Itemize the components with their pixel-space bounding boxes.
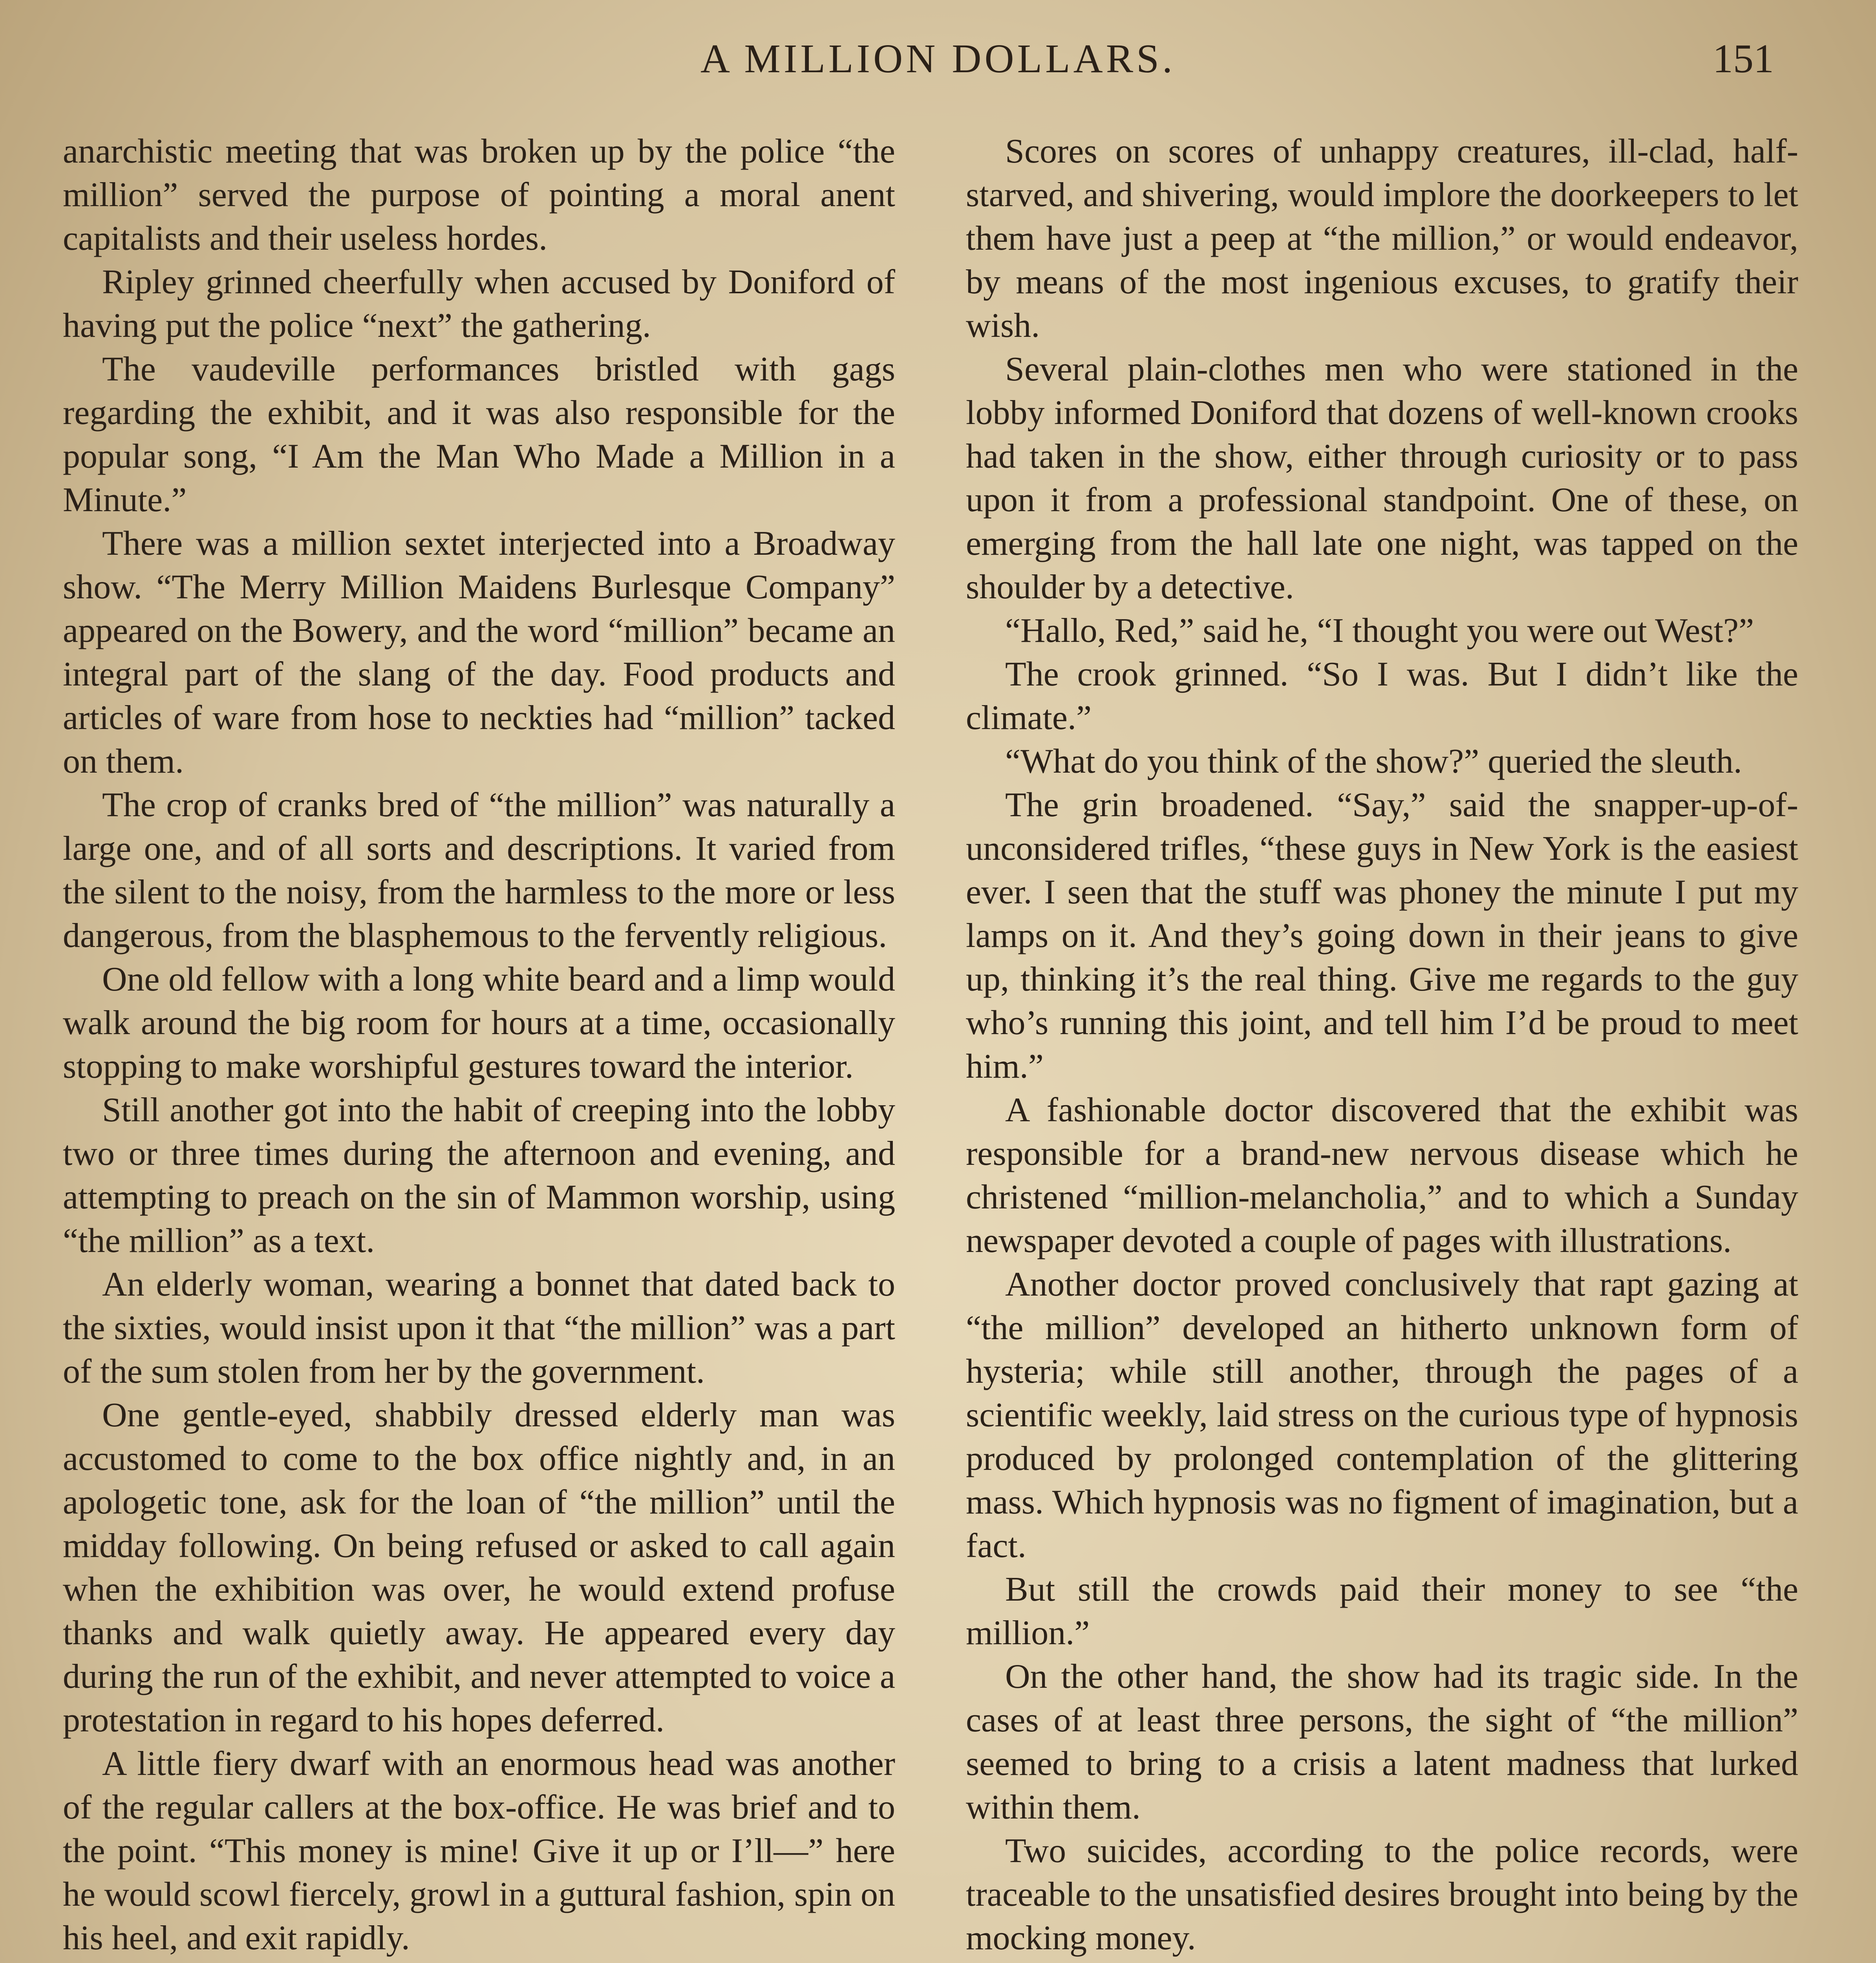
paragraph: One gentle-eyed, shabbily dressed elderly man was accustomed to come to the box office nightly and, in an apologetic tone, ask for the loan of “the million” until the midday following. On being refused or asked to call again when the exhibition was over, he would extend profuse thanks and walk quietly away. He appeared every day during the run of the exhibit, and never attempted to voice a protestation in regard to his hopes deferred. <box>63 1396 895 1739</box>
right-column <box>966 130 1798 1963</box>
paragraph <box>63 1960 895 1963</box>
page-number: 151 <box>1713 36 1774 81</box>
paragraph: Scores on scores of unhappy creatures, ill-clad, half-starved, and shivering, would implore the doorkeepers to let them have just a peep at “the million,” or would endeavor, by means of the most ingenious excuses, to gratify their wish. <box>966 132 1798 345</box>
paragraph: Ripley grinned cheerfully when accused by Doniford of having put the police “next” the gathering. <box>63 263 895 345</box>
left-column <box>63 130 895 1963</box>
paragraph: Still another got into the habit of creeping into the lobby two or three times during the afternoon and evening, and attempting to preach on the sin of Mammon worship, using “the million” as a text. <box>63 1091 895 1260</box>
paragraph: There was a million sextet interjected into a Broadway show. “The Merry Million Maidens Burlesque Company” appeared on the Bowery, and the word “million” became an integral part of the slang of the day. Food products and articles of ware from hose to neckties had “million” tacked on them. <box>63 525 895 780</box>
paragraph: A little fiery dwarf with an enormous head was another of the regular callers at the box-office. He was brief and to the point. “This money is mine! Give it up or I’ll—” here he would scowl fiercely, growl in a guttural fashion, spin on his heel, and exit rapidly. <box>63 1745 895 1957</box>
paragraph: The grin broadened. “Say,” said the snapper-up-of-unconsidered trifles, “these guys in New York is the easiest ever. I seen that the stuff was phoney the minute I put my lamps on it. And they’s going down in their jeans to give up, thinking it’s the real thing. Give me regards to the guy who’s running this joint, and tell him I’d be proud to meet him.” <box>966 786 1798 1086</box>
paragraph: Two suicides, according to the police records, were traceable to the unsatisfied desires brought into being by the mocking money. <box>966 1832 1798 1957</box>
paragraph: A fashionable doctor discovered that the exhibit was responsible for a brand-new nervous disease which he christened “million-melancholia,” and to which a Sunday newspaper devoted a couple of pages with illustrations. <box>966 1091 1798 1260</box>
paragraph: The vaudeville performances bristled with gags regarding the exhibit, and it was also responsible for the popular song, “I Am the Man Who Made a Million in a Minute.” <box>63 350 895 519</box>
paragraph: “What do you think of the show?” queried the sleuth. <box>1005 742 1742 780</box>
paragraph: Several plain-clothes men who were stationed in the lobby informed Doniford that dozens of well-known crooks had taken in the show, either through curiosity or to pass upon it from a professional standpoint. One of these, on emerging from the hall late one night, was tapped on the shoulder by a detective. <box>966 350 1798 606</box>
paragraph: But still the crowds paid their money to see “the million.” <box>966 1570 1798 1652</box>
page-header <box>0 27 1876 90</box>
paragraph: One old fellow with a long white beard and a limp would walk around the big room for hours at a time, occasionally stopping to make worshipful gestures toward the interior. <box>63 960 895 1086</box>
paragraph: Another doctor proved conclusively that rapt gazing at “the million” developed an hitherto unknown form of hysteria; while still another, through the pages of a scientific weekly, laid stress on the curious type of hypnosis produced by prolonged contemplation of the glittering mass. Which hypnosis was no figment of imagination, but a fact. <box>966 1265 1798 1565</box>
running-title: A MILLION DOLLARS. <box>700 36 1176 81</box>
paragraph: anarchistic meeting that was broken up by the police “the million” served the purpose of pointing a moral anent capitalists and their useless hordes. <box>63 132 895 258</box>
text-columns <box>63 130 1798 1963</box>
paragraph: An elderly woman, wearing a bonnet that dated back to the sixties, would insist upon it that “the million” was a part of the sum stolen from her by the government. <box>63 1265 895 1391</box>
paragraph: On the other hand, the show had its tragic side. In the cases of at least three persons, the sight of “the million” seemed to bring to a crisis a latent madness that lurked within them. <box>966 1658 1798 1826</box>
paragraph <box>966 1960 1798 1963</box>
paragraph: “Hallo, Red,” said he, “I thought you were out West?” <box>1005 612 1754 650</box>
paragraph: The crook grinned. “So I was. But I didn’t like the climate.” <box>966 655 1798 737</box>
paragraph: The crop of cranks bred of “the million” was naturally a large one, and of all sorts and descriptions. It varied from the silent to the noisy, from the harmless to the more or less dangerous, from the blasphemous to the fervently religious. <box>63 786 895 955</box>
